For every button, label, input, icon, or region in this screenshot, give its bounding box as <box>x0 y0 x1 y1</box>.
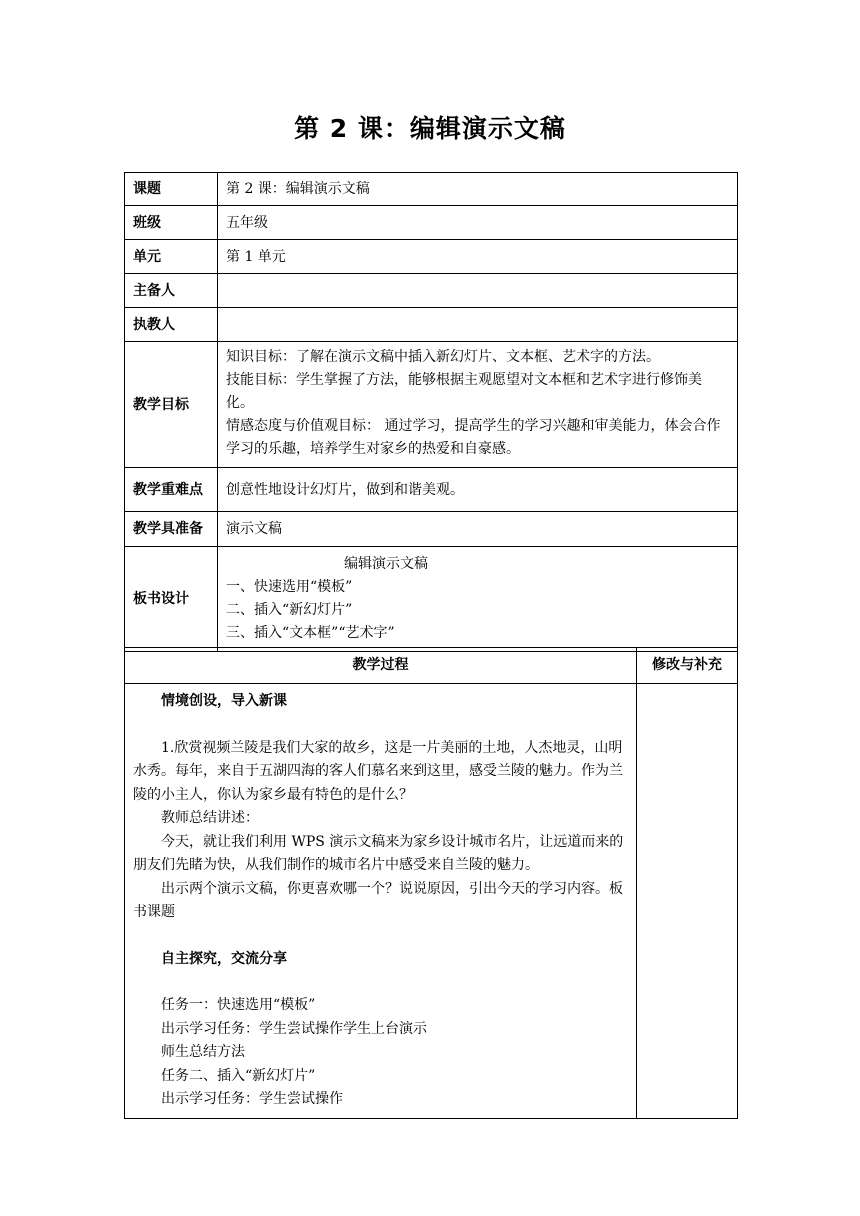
process-content <box>125 684 637 1119</box>
paragraph: 1.欣赏视频兰陵是我们大家的故乡，这是一片美丽的土地，人杰地灵，山明水秀。每年，来自于五湖四海的客人们慕名来到这里，感受兰陵的魅力。作为兰陵的小主人，你认为家乡最有特色的是什么？ <box>133 739 623 803</box>
process-header-row <box>125 648 738 684</box>
objectives-label: 教学目标 <box>125 342 218 468</box>
section-heading: 情境创设，导入新课 <box>161 693 287 709</box>
unit-row <box>125 240 738 274</box>
topic-value: 第 2 课：编辑演示文稿 <box>218 173 738 206</box>
board-line: 二、插入“新幻灯片” <box>226 602 353 618</box>
teacher-label: 执教人 <box>125 308 218 342</box>
class-row <box>125 206 738 240</box>
skill-objective: 技能目标：学生掌握了方法，能够根据主观愿望对文本框和艺术字进行修饰美化。 <box>226 372 702 411</box>
tools-row <box>125 512 738 547</box>
tools-value: 演示文稿 <box>218 512 738 547</box>
paragraph: 任务二、插入“新幻灯片” <box>161 1067 316 1084</box>
section-heading: 自主探究，交流分享 <box>161 950 287 967</box>
difficulty-value: 创意性地设计幻灯片，做到和谐美观。 <box>218 468 738 512</box>
process-body-row <box>125 684 738 1119</box>
unit-label: 单元 <box>125 240 218 274</box>
objectives-value <box>218 342 738 468</box>
board-title: 编辑演示文稿 <box>344 556 428 572</box>
preparer-label: 主备人 <box>125 274 218 308</box>
teacher-row <box>125 308 738 342</box>
preparer-row <box>125 274 738 308</box>
topic-label: 课题 <box>125 173 218 206</box>
tools-label: 教学具准备 <box>125 512 218 547</box>
teacher-value <box>218 308 738 342</box>
lesson-info-table <box>124 172 738 652</box>
class-value: 五年级 <box>218 206 738 240</box>
difficulty-row <box>125 468 738 512</box>
paragraph: 今天，就让我们利用 WPS 演示文稿来为家乡设计城市名片，让远道而来的朋友们先睹为快，从我们制作的城市名片中感受来自兰陵的魅力。 <box>133 833 624 873</box>
paragraph: 教师总结讲述： <box>161 810 259 826</box>
board-row <box>125 547 738 652</box>
topic-row <box>125 173 738 206</box>
board-line: 一、快速选用“模板” <box>226 579 353 595</box>
preparer-value <box>218 274 738 308</box>
class-label: 班级 <box>125 206 218 240</box>
page-title: 第 2 课：编辑演示文稿 <box>294 114 566 143</box>
paragraph: 师生总结方法 <box>161 1044 245 1060</box>
paragraph: 任务一：快速选用“模板” <box>161 997 316 1013</box>
revise-content <box>637 684 738 1119</box>
teaching-process-table <box>124 647 738 1119</box>
paragraph: 出示两个演示文稿，你更喜欢哪一个？说说原因，引出今天的学习内容。板书课题 <box>133 880 623 920</box>
objectives-row <box>125 342 738 468</box>
board-value <box>218 547 738 652</box>
paragraph: 出示学习任务：学生尝试操作学生上台演示 <box>161 1020 427 1037</box>
difficulty-label: 教学重难点 <box>125 468 218 512</box>
revise-header: 修改与补充 <box>637 648 738 684</box>
unit-value: 第 1 单元 <box>218 240 738 274</box>
process-header: 教学过程 <box>125 648 637 684</box>
paragraph: 出示学习任务：学生尝试操作 <box>161 1091 343 1107</box>
attitude-objective: 情感态度与价值观目标： 通过学习，提高学生的学习兴趣和审美能力，体会合作学习的乐趣，培养学生对家乡的热爱和自豪感。 <box>226 418 721 457</box>
board-label: 板书设计 <box>125 547 218 652</box>
board-line: 三、插入“文本框”“艺术字” <box>226 625 395 641</box>
knowledge-objective: 知识目标：了解在演示文稿中插入新幻灯片、文本框、艺术字的方法。 <box>226 349 660 365</box>
